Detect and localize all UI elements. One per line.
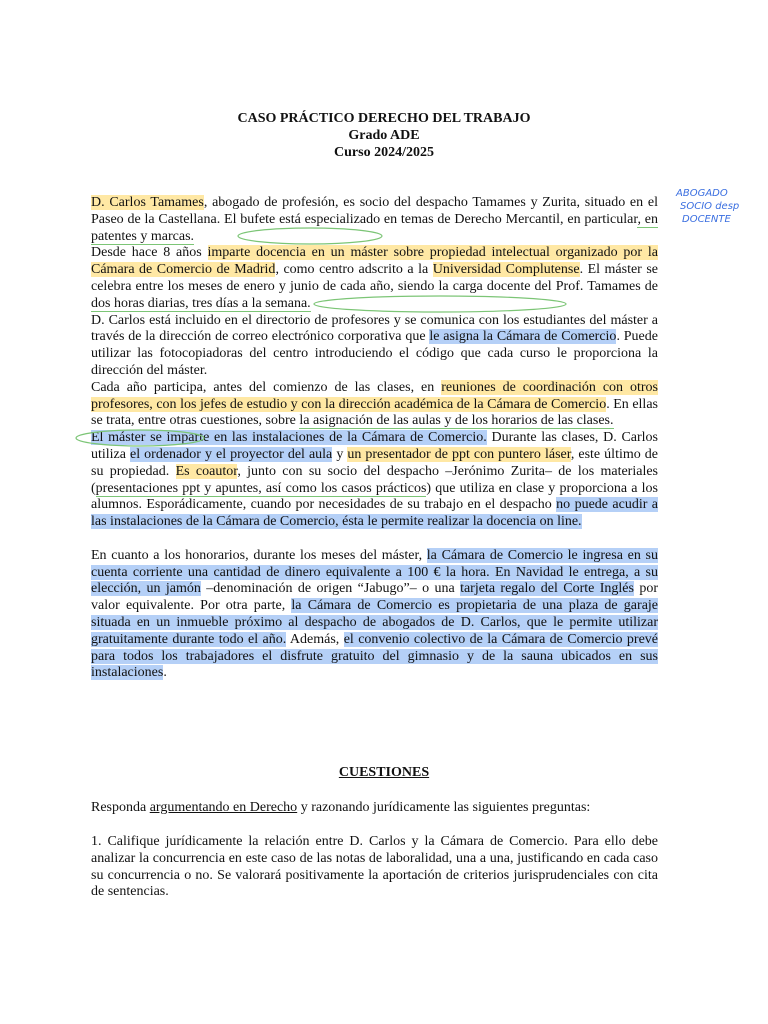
case-body (91, 195, 658, 682)
cuestiones-heading: CUESTIONES (338, 765, 430, 780)
instructions-underlined: argumentando en Derecho (149, 800, 298, 815)
paragraph-text: D. Carlos está incluido en el directorio de profesores y se comunica con los estudiantes del máster a través de la dirección de correo electrónico corporativa que (91, 312, 658, 345)
highlighted-text: un presentador de ppt con puntero láser (347, 446, 571, 462)
paragraph-text: . (163, 665, 167, 681)
header-degree: Grado ADE (348, 127, 420, 143)
document-header (0, 111, 768, 161)
paragraph-text: . En ellas se trata, entre otras cuestiones, sobre (91, 396, 658, 429)
question-1: 1. Califique jurídicamente la relación entre D. Carlos y la Cámara de Comercio. Para ello debe analizar la concurrencia en este caso de las notas de laboralidad, una a una, justificando en cada caso su concurrencia o no. Se valorará positivamente la aportación de criterios jurisprudenciales con cita de sentencias. (91, 834, 658, 900)
highlighted-text: el ordenador y el proyector del aula (130, 446, 333, 462)
paragraph-text: Cada año participa, antes del comienzo de las clases, en (91, 379, 442, 395)
highlighted-text: , en patentes y marcas. (91, 211, 658, 244)
paragraph-text: , abogado de profesión, es socio del despacho Tamames y Zurita, situado en el Paseo de la Castellana. El bufete está especializado en temas de Derecho Mercantil, en particular (91, 195, 658, 227)
paragraph-text: por valor equivalente. Por otra parte, (91, 581, 658, 614)
paragraph-text: En cuanto a los honorarios, durante los meses del máster, (91, 547, 427, 563)
paragraph-text: y (332, 446, 348, 462)
highlighted-text: imparte docencia en un máster sobre propiedad intelectual organizado por la Cámara de Comercio de Madrid (91, 245, 658, 278)
highlighted-text: Universidad Complutense (432, 262, 580, 278)
annotation-line-3: DOCENTE (682, 214, 731, 225)
header-title: CASO PRÁCTICO DERECHO DEL TRABAJO (237, 111, 531, 126)
highlighted-text: reuniones de coordinación con otros profesores, con los jefes de estudio y con la dirección académica de la Cámara de Comercio (91, 379, 658, 412)
header-course: Curso 2024/2025 (334, 144, 434, 160)
highlighted-text: D. Carlos Tamames (91, 195, 204, 210)
instructions-text-end: y razonando jurídicamente las siguientes preguntas: (297, 800, 591, 815)
paragraph-text: . Puede utilizar las fotocopiadoras del centro introduciendo el código que cada curso le proporciona la dirección del máster. (91, 329, 658, 378)
paragraph-text: , este último de su propiedad. (91, 446, 658, 479)
highlighted-text: la Cámara de Comercio es propietaria de una plaza de garaje situada en un inmueble próximo al despacho de abogados de D. Carlos, que le permite utilizar gratuitamente durante todo el año. (91, 598, 659, 647)
paragraph-text: ) que utiliza en clase y proporciona a los alumnos. Esporádicamente, cuando por necesidades de su trabajo en el despacho (91, 480, 658, 513)
paragraph-text: Desde hace 8 años (91, 245, 208, 261)
instructions-text: Responda (91, 800, 150, 815)
annotation-line-1: ABOGADO (676, 188, 728, 199)
case-paragraph (91, 195, 658, 245)
highlighted-text: la Cámara de Comercio le ingresa en su cuenta corriente una cantidad de dinero equivalente a 100 € la hora. En Navidad le entrega, a su elección, un jamón (91, 547, 658, 597)
case-paragraph (91, 245, 658, 312)
highlighted-text: tarjeta regalo del Corte Inglés (460, 581, 634, 597)
highlighted-text: la asignación de las aulas y de los horarios de las clases. (299, 413, 614, 429)
paragraph-text: , como centro adscrito a la (275, 262, 433, 278)
highlighted-text: dos horas diarias, tres días a la semana. (91, 295, 311, 311)
highlighted-text: Es coautor (175, 463, 238, 479)
paragraph-text: –denominación de origen “Jabugo”– o una (200, 581, 461, 597)
highlighted-text: el convenio colectivo de la Cámara de Comercio prevé para todos los trabajadores el disfrute gratuito del gimnasio y de la sauna ubicados en sus instalaciones (91, 631, 659, 681)
highlighted-text: presentaciones ppt y apuntes, así como los casos prácticos (95, 480, 427, 496)
paragraph-text: Además, (286, 631, 344, 647)
case-paragraph (91, 548, 658, 682)
paragraph-text: , junto con su socio del despacho –Jerónimo Zurita– de los materiales ( (91, 463, 659, 496)
paragraph-text: Durante las clases, D. Carlos utiliza (91, 430, 658, 462)
highlighted-text: no puede acudir a las instalaciones de la Cámara de Comercio, ésta le permite realizar la docencia on line. (91, 497, 659, 530)
case-paragraph (91, 380, 658, 430)
case-paragraph (91, 430, 658, 531)
cuestiones-instructions (91, 800, 658, 817)
paragraph-text: . El máster se celebra entre los meses de enero y junio de cada año, siendo la carga docente del Prof. Tamames de (91, 262, 659, 294)
case-paragraph (91, 313, 658, 380)
highlighted-text: El máster se imparte en las instalaciones de la Cámara de Comercio. (91, 430, 487, 446)
highlighted-text: le asigna la Cámara de Comercio (429, 329, 617, 345)
annotation-line-2: SOCIO desp (680, 201, 740, 212)
